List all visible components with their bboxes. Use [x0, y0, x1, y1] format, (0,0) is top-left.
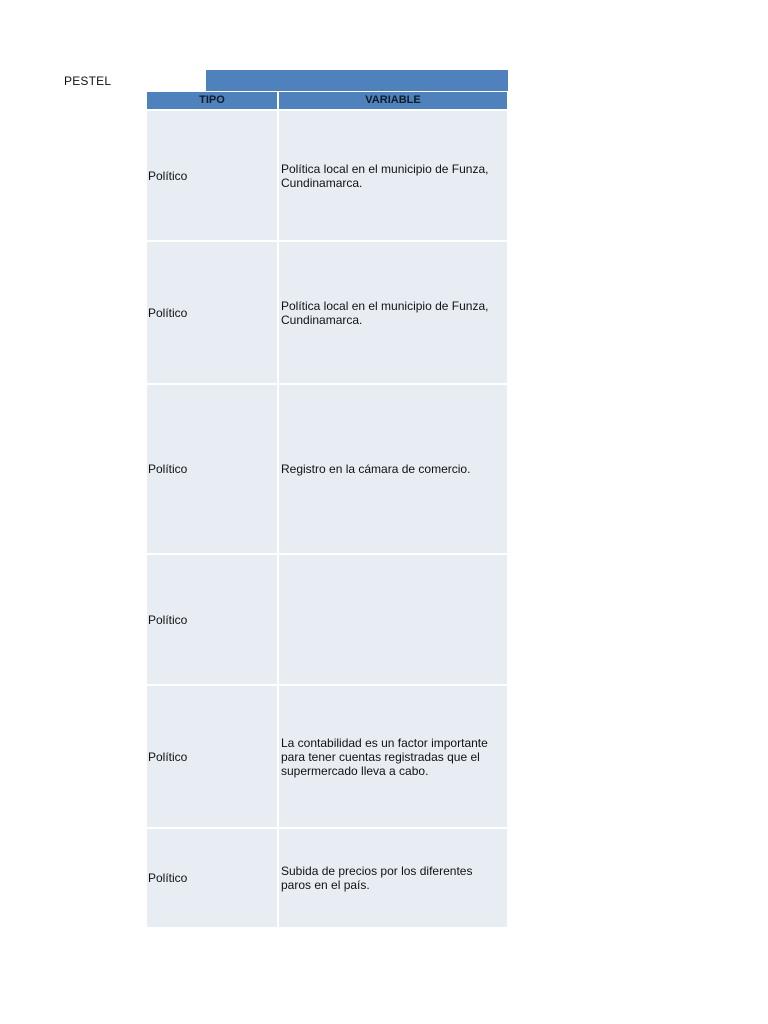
- cell-variable: Política local en el municipio de Funza, Cundinamarca.: [281, 161, 489, 190]
- cell-variable: Subida de precios por los diferentes paros en el país.: [281, 864, 473, 892]
- table-row: [147, 242, 507, 385]
- cell-variable: Política local en el municipio de Funza, Cundinamarca.: [281, 298, 489, 327]
- table-title-bar: [206, 70, 508, 93]
- table-row: [147, 829, 507, 927]
- table-row: [147, 555, 507, 686]
- header-variable: VARIABLE: [365, 94, 421, 106]
- document-title: PESTEL: [64, 74, 112, 88]
- table-header-row: [147, 92, 507, 111]
- table-row: [147, 111, 507, 242]
- cell-tipo: Político: [147, 385, 279, 553]
- table-row: [147, 385, 507, 555]
- table-row: [147, 686, 507, 829]
- cell-tipo: Político: [147, 555, 279, 684]
- pestel-table: [147, 92, 507, 927]
- cell-variable: La contabilidad es un factor importante para tener cuentas registradas que el supermercado lleva a cabo.: [281, 735, 488, 778]
- header-tipo: TIPO: [147, 92, 279, 109]
- cell-variable: Registro en la cámara de comercio.: [281, 462, 471, 476]
- cell-variable: [279, 555, 507, 684]
- cell-tipo: Político: [147, 829, 279, 927]
- cell-tipo: Político: [147, 111, 279, 240]
- cell-tipo: Político: [147, 242, 279, 383]
- cell-tipo: Político: [147, 686, 279, 827]
